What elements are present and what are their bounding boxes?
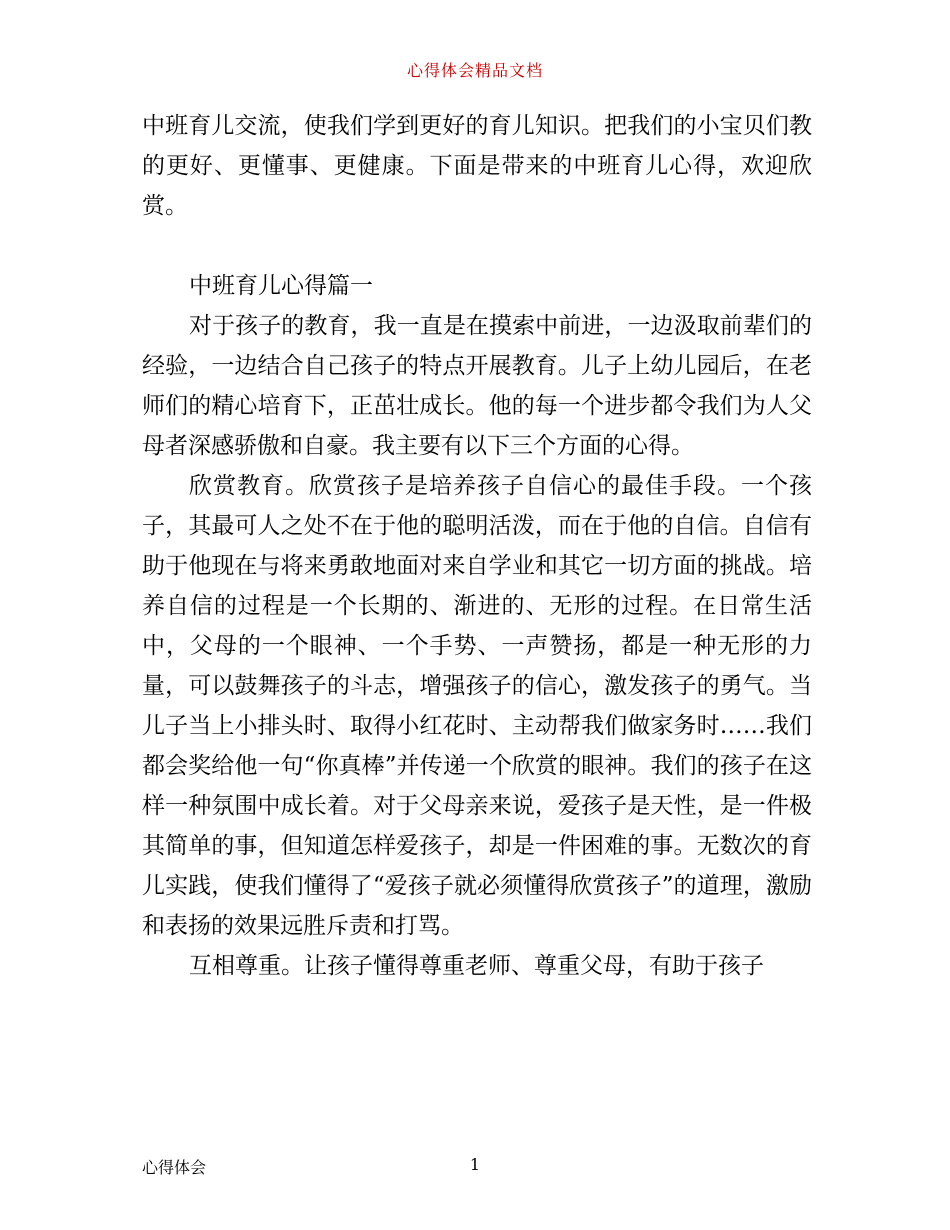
section-heading: 中班育儿心得篇一	[189, 273, 373, 299]
body-paragraph: 欣赏教育。欣赏孩子是培养孩子自信心的最佳手段。一个孩子，其最可人之处不在于他的聪明活泼，而在于他的自信。自信有助于他现在与将来勇敢地面对来自学业和其它一切方面的挑战。培养自信的过程是一个长期的、渐进的、无形的过程。在日常生活中，父母的一个眼神、一个手势、一声赞扬，都是一种无形的力量，可以鼓舞孩子的斗志，增强孩子的信心，激发孩子的勇气。当儿子当上小排头时、取得小红花时、主动帮我们做家务时……我们都会奖给他一句“你真棒”并传递一个欣赏的眼神。我们的孩子在这样一种氛围中成长着。对于父母亲来说，爱孩子是天性，是一件极其简单的事，但知道怎样爱孩子，却是一件困难的事。无数次的育儿实践，使我们懂得了“爱孩子就必须懂得欣赏孩子”的道理，激励和表扬的效果远胜斥责和打骂。	[142, 473, 812, 939]
footer-label: 心得体会	[142, 1158, 207, 1177]
body-paragraph: 互相尊重。让孩子懂得尊重老师、尊重父母，有助于孩子	[189, 953, 764, 979]
document-body	[142, 106, 812, 986]
header-title: 心得体会精品文档	[406, 61, 543, 80]
blank-line	[142, 226, 812, 266]
page-number: 1	[469, 1155, 481, 1174]
intro-paragraph: 中班育儿交流，使我们学到更好的育儿知识。把我们的小宝贝们教的更好、更懂事、更健康。下面是带来的中班育儿心得，欢迎欣赏。	[142, 113, 812, 219]
body-paragraph: 对于孩子的教育，我一直是在摸索中前进，一边汲取前辈们的经验，一边结合自己孩子的特点开展教育。儿子上幼儿园后，在老师们的精心培育下，正茁壮成长。他的每一个进步都令我们为人父母者深感骄傲和自豪。我主要有以下三个方面的心得。	[142, 313, 812, 459]
